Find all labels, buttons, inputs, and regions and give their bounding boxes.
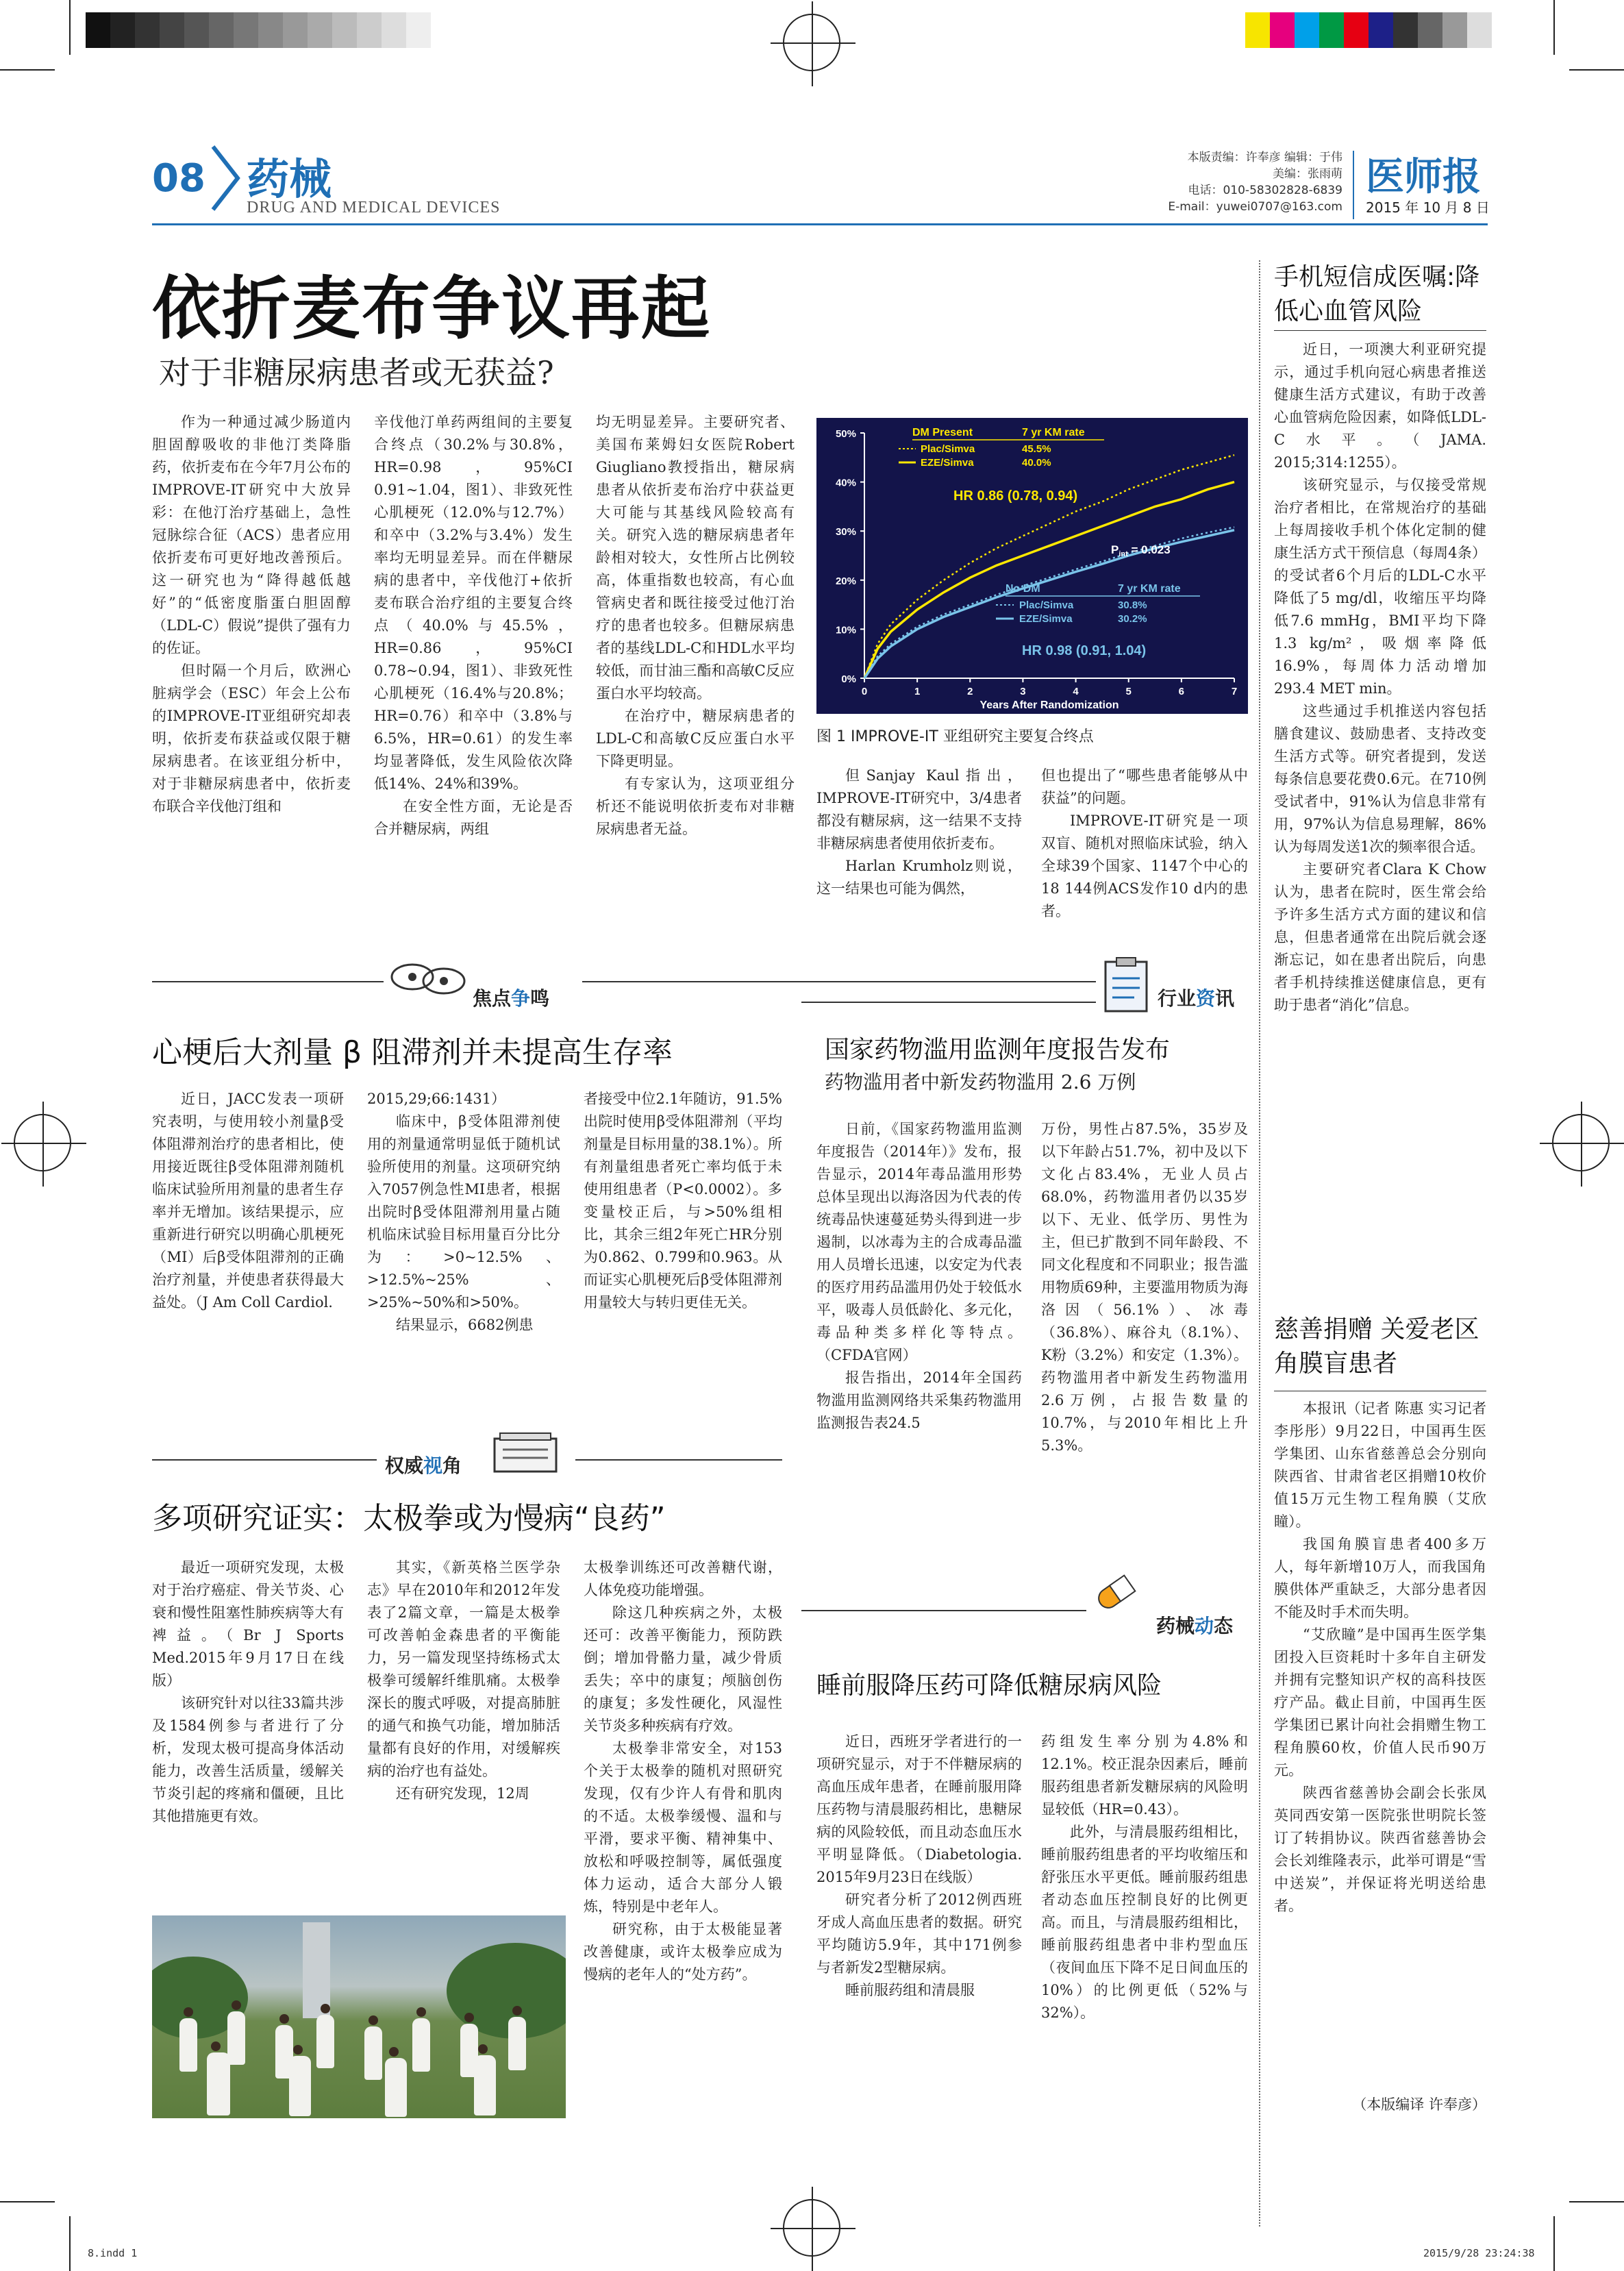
x-tick-label: 7 bbox=[1231, 686, 1238, 697]
x-tick-label: 5 bbox=[1125, 686, 1132, 697]
header-divider bbox=[1353, 151, 1354, 219]
paragraph: 报告指出，2014年全国药物滥用监测网络共采集药物滥用监测报告表24.5 bbox=[816, 1369, 1022, 1431]
paragraph: 太极拳非常安全，对153个关于太极拳的随机对照研究发现，仅有少许人有骨和肌肉的不适。太极拳缓慢、温和与平滑，要求平衡、精神集中、放松和呼吸控制等，属低强度体力运动，适合大部分人锻炼，特别是中老年人。 bbox=[584, 1740, 782, 1915]
paragraph: 该研究显示，与仅接受常规治疗者相比，在常规治疗的基础上每周接收手机个体化定制的健康生活方式干预信息（每周4条）的受试者6个月后的LDL-C水平降低了5 mg/dl，收缩压平均降低7.6 mmHg，BMI平均下降1.3 kg/m²，吸烟率降低16.9%，每周体力活动增加293.4 MET min。 bbox=[1274, 477, 1486, 697]
lead-column-1 bbox=[152, 411, 351, 952]
lead-column-4 bbox=[816, 765, 1022, 956]
person bbox=[474, 2055, 496, 2115]
section-subtitle: DRUG AND MEDICAL DEVICES bbox=[247, 199, 501, 216]
paragraph: 近日，西班牙学者进行的一项研究显示，对于不伴糖尿病的高血压成年患者，在睡前服用降压药物与清晨服药相比，患糖尿病的风险较低，而且动态血压水平明显降低。（Diabetologia. 2015年9月23日在线版） bbox=[816, 1733, 1022, 1885]
legend-rate: 45.5% bbox=[1022, 443, 1051, 455]
x-tick-label: 4 bbox=[1073, 686, 1079, 697]
footer-filename: 8.indd 1 bbox=[88, 2247, 138, 2259]
paragraph: 2015,29;66:1431） bbox=[367, 1091, 506, 1107]
registration-mark-bottom bbox=[783, 2199, 840, 2257]
tag-text: 行业 bbox=[1158, 987, 1197, 1010]
paragraph: Harlan Krumholz则说，这一结果也可能为偶然， bbox=[816, 858, 1022, 897]
section-tag-industry bbox=[1158, 984, 1234, 1011]
sidebar-divider bbox=[1259, 260, 1260, 2226]
crop-mark bbox=[69, 2216, 71, 2271]
grayscale-color-bar bbox=[86, 12, 431, 48]
paragraph: 近日，一项澳大利亚研究提示，通过手机向冠心病患者推送健康生活方式建议，有助于改善心血管病危险因素，如降低LDL-C水平。（JAMA. 2015;314:1255）。 bbox=[1274, 341, 1486, 471]
discussion-icon bbox=[388, 958, 470, 999]
person bbox=[508, 2017, 526, 2070]
lead-headline: 依折麦布争议再起 bbox=[152, 269, 711, 349]
registration-mark-right bbox=[1552, 1114, 1610, 1171]
lead-column-2 bbox=[374, 411, 573, 952]
paragraph: 最近一项研究发现，太极对于治疗癌症、骨关节炎、心衰和慢性阻塞性肺疾病等大有裨益。（Br J Sports Med.2015年9月17日在线版） bbox=[152, 1559, 344, 1689]
crop-mark bbox=[69, 0, 71, 55]
footer-timestamp: 2015/9/28 23:24:38 bbox=[1423, 2247, 1535, 2259]
hazard-ratio-dm: HR 0.86 (0.78, 0.94) bbox=[953, 488, 1078, 504]
paragraph: 者接受中位2.1年随访，91.5%出院时使用β受体阻滞剂（平均剂量是目标用量的38.1%）。所有剂量组患者死亡率均低于未使用组患者（P<0.0002）。多变量校正后，与>50%组相比，其余三组2年死亡HR分别为0.862、0.799和0.963。从而证实心肌梗死后β受体阻滞剂用量较大与转归更佳无关。 bbox=[584, 1091, 782, 1311]
paragraph: 还有研究发现，12周 bbox=[396, 1785, 529, 1802]
paragraph: 但Sanjay Kaul指出，IMPROVE-IT研究中，3/4患者都没有糖尿病，这一结果不支持非糖尿病患者使用依折麦布。 bbox=[816, 767, 1022, 852]
clipboard-icon bbox=[1099, 956, 1153, 1015]
credit-line: E-mail：yuwei0707@163.com bbox=[1168, 200, 1342, 214]
paragraph: 日前，《国家药物滥用监测年度报告（2014年）》发布，报告显示，2014年毒品滥用形势总体呈现出以海洛因为代表的传统毒品快速蔓延势头得到进一步遏制，以冰毒为主的合成毒品滥用人员增长迅速，以安定为代表的医疗用药品滥用仍处于较低水平，吸毒人员低龄化、多元化，毒品种类多样化等特点。（CFDA官网） bbox=[816, 1121, 1022, 1363]
crop-mark bbox=[0, 69, 55, 71]
person bbox=[412, 2018, 430, 2072]
paragraph: 在治疗中，糖尿病患者的LDL-C和高敏C反应蛋白水平下降更明显。 bbox=[596, 708, 795, 769]
crop-mark bbox=[1553, 0, 1555, 55]
x-tick-label: 3 bbox=[1020, 686, 1026, 697]
sidebar-bottom-headline bbox=[1274, 1313, 1486, 1381]
legend-title: No DM bbox=[1005, 583, 1040, 595]
paragraph: 药组发生率分别为4.8%和12.1%。校正混杂因素后，睡前服药组患者新发糖尿病的风险明显较低（HR=0.43）。 bbox=[1041, 1733, 1248, 1817]
p-interaction: $P_{int} = 0.023$ bbox=[1111, 543, 1171, 558]
lead-column-5 bbox=[1041, 765, 1248, 956]
credit-line: 电话：010-58302828-6839 bbox=[1188, 184, 1342, 197]
y-tick-label: 40% bbox=[835, 477, 856, 489]
article4-headline: 国家药物滥用监测年度报告发布 bbox=[825, 1036, 1171, 1064]
legend-label: Plac/Simva bbox=[921, 443, 975, 455]
crop-mark bbox=[1569, 69, 1624, 71]
y-tick-label: 30% bbox=[835, 526, 856, 538]
y-tick-label: 50% bbox=[835, 428, 856, 440]
credit-line: 本版责编：许奉彦 编辑：于伟 bbox=[1187, 151, 1342, 164]
y-tick-label: 20% bbox=[835, 575, 856, 587]
section-rule bbox=[152, 981, 1248, 982]
y-tick-label: 0% bbox=[841, 673, 856, 685]
crop-mark bbox=[0, 2201, 55, 2202]
tag-highlight: 资 bbox=[1196, 987, 1216, 1010]
legend-rate: 30.8% bbox=[1118, 599, 1147, 611]
cmyk-color-bar bbox=[1245, 12, 1492, 48]
paragraph: 太极拳训练还可改善糖代谢，人体免疫功能增强。 bbox=[584, 1559, 782, 1598]
paragraph: 我国角膜盲患者400多万人，每年新增10万人，而我国角膜供体严重缺乏，大部分患者因不能及时手术而失明。 bbox=[1274, 1536, 1486, 1620]
legend-label: EZE/Simva bbox=[1019, 613, 1073, 625]
paragraph: 但时隔一个月后，欧洲心脏病学会（ESC）年会上公布的IMPROVE-IT亚组研究却表明，依折麦布获益或仅限于糖尿病患者。在该亚组分析中，对于非糖尿病患者中，依折麦布联合辛伐他汀组和 bbox=[152, 662, 351, 815]
paragraph: 此外，与清晨服药组相比，睡前服药组患者的平均收缩压和舒张压水平更低。睡前服药组患者动态血压控制良好的比例更高。而且，与清晨服药组相比，睡前服药组患者中非杓型血压（夜间血压下降不足日间血压的10%）的比例更低（52%与32%）。 bbox=[1041, 1824, 1248, 2021]
paragraph: 研究称，由于太极能显著改善健康，或许太极拳应成为慢病的老年人的“处方药”。 bbox=[584, 1921, 782, 1983]
lead-subheadline: 对于非糖尿病患者或无获益? bbox=[159, 354, 554, 391]
article3-column-2 bbox=[367, 1556, 560, 1906]
registration-mark-left bbox=[14, 1114, 71, 1171]
section-tag-authority bbox=[385, 1451, 462, 1478]
x-tick-label: 6 bbox=[1178, 686, 1185, 697]
article3-column-1 bbox=[152, 1556, 344, 1906]
crop-mark bbox=[1569, 2201, 1624, 2202]
legend-rate: 30.2% bbox=[1118, 613, 1147, 625]
paragraph: 研究者分析了2012例西班牙成人高血压患者的数据。研究平均随访5.9年，其中171例参与者新发2型糖尿病。 bbox=[816, 1891, 1022, 1976]
paragraph: 本报讯（记者 陈惠 实习记者 李彤彤）9月22日，中国再生医学集团、山东省慈善总会分别向陕西省、甘肃省老区捐赠10枚价值15万元生物工程角膜（艾欣瞳）。 bbox=[1274, 1400, 1486, 1530]
registration-mark-top bbox=[783, 14, 840, 71]
person bbox=[227, 2011, 245, 2065]
km-chart-svg bbox=[816, 418, 1248, 714]
tag-text: 态 bbox=[1214, 1615, 1234, 1637]
section-tag-dynamics bbox=[1156, 1611, 1233, 1639]
paragraph: 主要研究者Clara K Chow认为，患者在院时，医生常会给予许多生活方式方面的建议和信息，但患者通常在出院后就会逐渐忘记，如在患者出院后，向患者手机持续推送健康信息，更有助于患者“消化”信息。 bbox=[1274, 861, 1486, 1013]
section-tag-focus bbox=[473, 984, 549, 1011]
figure-caption: 图 1 IMPROVE-IT 亚组研究主要复合终点 bbox=[816, 728, 1094, 745]
lead-column-3 bbox=[596, 411, 795, 952]
tai-chi-photo bbox=[152, 1915, 566, 2118]
paragraph: 陕西省慈善协会副会长张凤英同西安第一医院张世明院长签订了转捐协议。陕西省慈善协会会长刘维隆表示，此举可谓是“雪中送炭”，并保证将光明送给患者。 bbox=[1274, 1785, 1486, 1914]
paragraph: 除这几种疾病之外，太极还可：改善平衡能力，预防跌倒；增加骨骼力量，减少骨质丢失；卒中的康复；颅脑创伤的康复；多发性硬化，风湿性关节炎多种疾病有疗效。 bbox=[584, 1604, 782, 1734]
person bbox=[364, 2026, 382, 2080]
sidebar-top-headline bbox=[1274, 260, 1486, 329]
article4-column-2 bbox=[1041, 1118, 1248, 1536]
tag-text: 讯 bbox=[1215, 987, 1235, 1010]
page-number: 08 bbox=[152, 156, 205, 201]
paragraph: 万份，男性占87.5%，35岁及以下年龄占51.7%，初中及以下文化占83.4%，无业人员占68.0%，药物滥用者仍以35岁以下、无业、低学历、男性为主，但已扩散到不同年龄段、不同文化程度和不同职业；报告滥用物质69种，主要滥用物质为海洛因（56.1%）、冰毒（36.8%）、麻谷丸（8.1%）、K粉（3.2%）和安定（1.3%）。药物滥用者中新发生药物滥用2.6万例，占报告数量的10.7%，与2010年相比上升5.3%。 bbox=[1041, 1121, 1248, 1454]
tag-text: 权威 bbox=[385, 1454, 424, 1477]
paragraph: 有专家认为，这项亚组分析还不能说明依折麦布对非糖尿病患者无益。 bbox=[596, 775, 795, 837]
article2-column-1 bbox=[152, 1088, 344, 1403]
tag-highlight: 动 bbox=[1195, 1615, 1214, 1637]
hazard-ratio-nodm: HR 0.98 (0.91, 1.04) bbox=[1022, 643, 1147, 658]
person bbox=[316, 2015, 334, 2068]
editor-credits bbox=[1110, 149, 1342, 215]
x-axis-label: Years After Randomization bbox=[979, 699, 1119, 711]
person bbox=[289, 2056, 311, 2116]
tag-text: 鸣 bbox=[530, 987, 550, 1010]
article5-column-1 bbox=[816, 1730, 1022, 2114]
x-tick-label: 1 bbox=[914, 686, 921, 697]
x-tick-label: 2 bbox=[967, 686, 973, 697]
article5-column-2 bbox=[1041, 1730, 1248, 2114]
km-chart bbox=[816, 418, 1248, 714]
credit-line: 美编：张雨萌 bbox=[1273, 167, 1342, 181]
person bbox=[207, 2052, 230, 2115]
issue-date: 2015 年 10 月 8 日 bbox=[1366, 199, 1490, 216]
paragraph: 近日，JACC发表一项研究表明，与使用较小剂量β受体阻滞剂治疗的患者相比，使用接近既往β受体阻滞剂随机临床试验所用剂量的患者生存率并无增加。该结果提示，应重新进行研究以明确心肌梗死（MI）后β受体阻滞剂的正确治疗剂量，并使患者获得最大益处。（J Am Coll Cardiol. bbox=[152, 1091, 344, 1311]
article4-subheadline: 药物滥用者中新发药物滥用 2.6 万例 bbox=[825, 1071, 1136, 1093]
article2-column-2 bbox=[367, 1088, 560, 1403]
tag-highlight: 视 bbox=[423, 1454, 443, 1477]
editor-note: （本版编译 许奉彦） bbox=[1352, 2096, 1486, 2113]
tag-highlight: 争 bbox=[511, 987, 531, 1010]
chevron-right-icon bbox=[209, 144, 242, 212]
article3-column-3 bbox=[584, 1556, 782, 2132]
article3-headline: 多项研究证实：太极拳或为慢病“良药” bbox=[152, 1501, 666, 1536]
paragraph: 在安全性方面，无论是否合并糖尿病，两组 bbox=[374, 798, 573, 837]
document-stack-icon bbox=[488, 1429, 563, 1477]
article4-column-1 bbox=[816, 1118, 1022, 1536]
sidebar-top-body bbox=[1274, 338, 1486, 1291]
legend-label: EZE/Simva bbox=[921, 457, 974, 469]
legend-rate-header: 7 yr KM rate bbox=[1022, 427, 1085, 438]
sidebar-bottom-body bbox=[1274, 1398, 1486, 2089]
section-title: 药械 bbox=[247, 154, 332, 204]
article2-column-3 bbox=[584, 1088, 782, 1403]
masthead-logo: 医师报 bbox=[1366, 154, 1481, 199]
person bbox=[385, 2058, 407, 2117]
paragraph: 作为一种通过减少肠道内胆固醇吸收的非他汀类降脂药，依折麦布在今年7月公布的IMPROVE-IT研究中大放异彩：在他汀治疗基础上，急性冠脉综合征（ACS）患者应用依折麦布可更好地改善预后。这一研究也为“降得越低越好”的“低密度脂蛋白胆固醇（LDL-C）假说”提供了强有力的佐证。 bbox=[152, 414, 351, 656]
paragraph: 结果显示，6682例患 bbox=[396, 1317, 534, 1333]
legend-label: Plac/Simva bbox=[1019, 599, 1074, 611]
article5-headline: 睡前服降压药可降低糖尿病风险 bbox=[816, 1672, 1162, 1700]
pill-capsule-icon bbox=[1088, 1566, 1142, 1621]
paragraph: 该研究针对以往33篇共涉及1584例参与者进行了分析，发现太极可提高身体活动能力，改善生活质量，缓解关节炎引起的疼痛和僵硬，且比其他措施更有效。 bbox=[152, 1695, 344, 1824]
crop-mark bbox=[1553, 2216, 1555, 2271]
paragraph: “艾欣瞳”是中国再生医学集团投入巨资耗时十多年自主研发并拥有完整知识产权的高科技医疗产品。截止目前，中国再生医学集团已累计向社会捐赠生物工程角膜60枚，价值人民币90万元。 bbox=[1274, 1626, 1486, 1778]
tag-text: 角 bbox=[442, 1454, 462, 1477]
legend-rate-header: 7 yr KM rate bbox=[1118, 583, 1181, 595]
paragraph: 这些通过手机推送内容包括膳食建议、鼓励患者、支持改变生活方式等。研究者提到，发送每条信息要花费0.6元。在710例受试者中，91%认为信息非常有用，97%认为信息易理解，86%认为每周发送1次的频率很合适。 bbox=[1274, 703, 1486, 855]
x-tick-label: 0 bbox=[861, 686, 868, 697]
paragraph: 其实，《新英格兰医学杂志》早在2010年和2012年发表了2篇文章，一篇是太极拳可改善帕金森患者的平衡能力，另一篇发现坚持练杨式太极拳可缓解纤维肌痛。太极拳深长的腹式呼吸，对提高肺脏的通气和换气功能，增加肺活量都有良好的作用，对缓解疾病的治疗也有益处。 bbox=[367, 1559, 560, 1779]
paragraph: 临床中，β受体阻滞剂使用的剂量通常明显低于随机试验所使用的剂量。这项研究纳入7057例急性MI患者，根据出院时β受体阻滞剂用量占随机临床试验目标用量百分比分为：>0~12.5%、>12.5%~25%、>25%~50%和>50%。 bbox=[367, 1113, 560, 1311]
sidebar-top-rule bbox=[1274, 330, 1486, 331]
tag-text: 焦点 bbox=[473, 987, 512, 1010]
header-rule bbox=[152, 223, 1488, 225]
tag-text: 药械 bbox=[1156, 1615, 1195, 1637]
y-tick-label: 10% bbox=[835, 624, 856, 636]
paragraph: 辛伐他汀单药两组间的主要复合终点（30.2%与30.8%，HR=0.98，95%CI 0.91~1.04，图1）、非致死性心肌梗死（12.0%与12.7%）和卒中（3.2%与3.4%）发生率均无明显差异。而在伴糖尿病的患者中，辛伐他汀+依折麦布联合治疗组的主要复合终点（40.0%与45.5%，HR=0.86，95%CI 0.78~0.94，图1）、非致死性心肌梗死（16.4%与20.8%；HR=0.76）和卒中（3.8%与6.5%，HR=0.61）的发生率均显著降低，发生风险依次降低14%、24%和39%。 bbox=[374, 414, 573, 792]
paragraph: 睡前服药组和清晨服 bbox=[845, 1982, 975, 1998]
article2-headline: 心梗后大剂量 β 阻滞剂并未提高生存率 bbox=[152, 1035, 673, 1070]
paragraph: IMPROVE-IT研究是一项双盲、随机对照临床试验，纳入全球39个国家、1147个中心的18 144例ACS发作10 d内的患者。 bbox=[1041, 812, 1248, 919]
sidebar-bottom-title: 慈善捐赠 关爱老区角膜盲患者 bbox=[1274, 1315, 1479, 1378]
paragraph: 均无明显差异。主要研究者、美国布莱姆妇女医院Robert Giugliano教授指出，糖尿病患者从依折麦布治疗中获益更大可能与其基线风险较高有关。研究入选的糖尿病患者年龄相对较大，女性所占比例较高，体重指数也较高，有心血管病史者和既往接受过他汀治疗的患者也较多。但糖尿病患者的基线LDL-C和HDL水平均较低，而甘油三酯和高敏C反应蛋白水平均较高。 bbox=[596, 414, 795, 702]
paragraph: 但也提出了“哪些患者能够从中获益”的问题。 bbox=[1041, 767, 1248, 806]
sidebar-top-title: 手机短信成医嘱:降低心血管风险 bbox=[1274, 263, 1480, 325]
person bbox=[179, 2018, 197, 2072]
legend-rate: 40.0% bbox=[1022, 457, 1051, 469]
legend-title: DM Present bbox=[912, 427, 973, 438]
